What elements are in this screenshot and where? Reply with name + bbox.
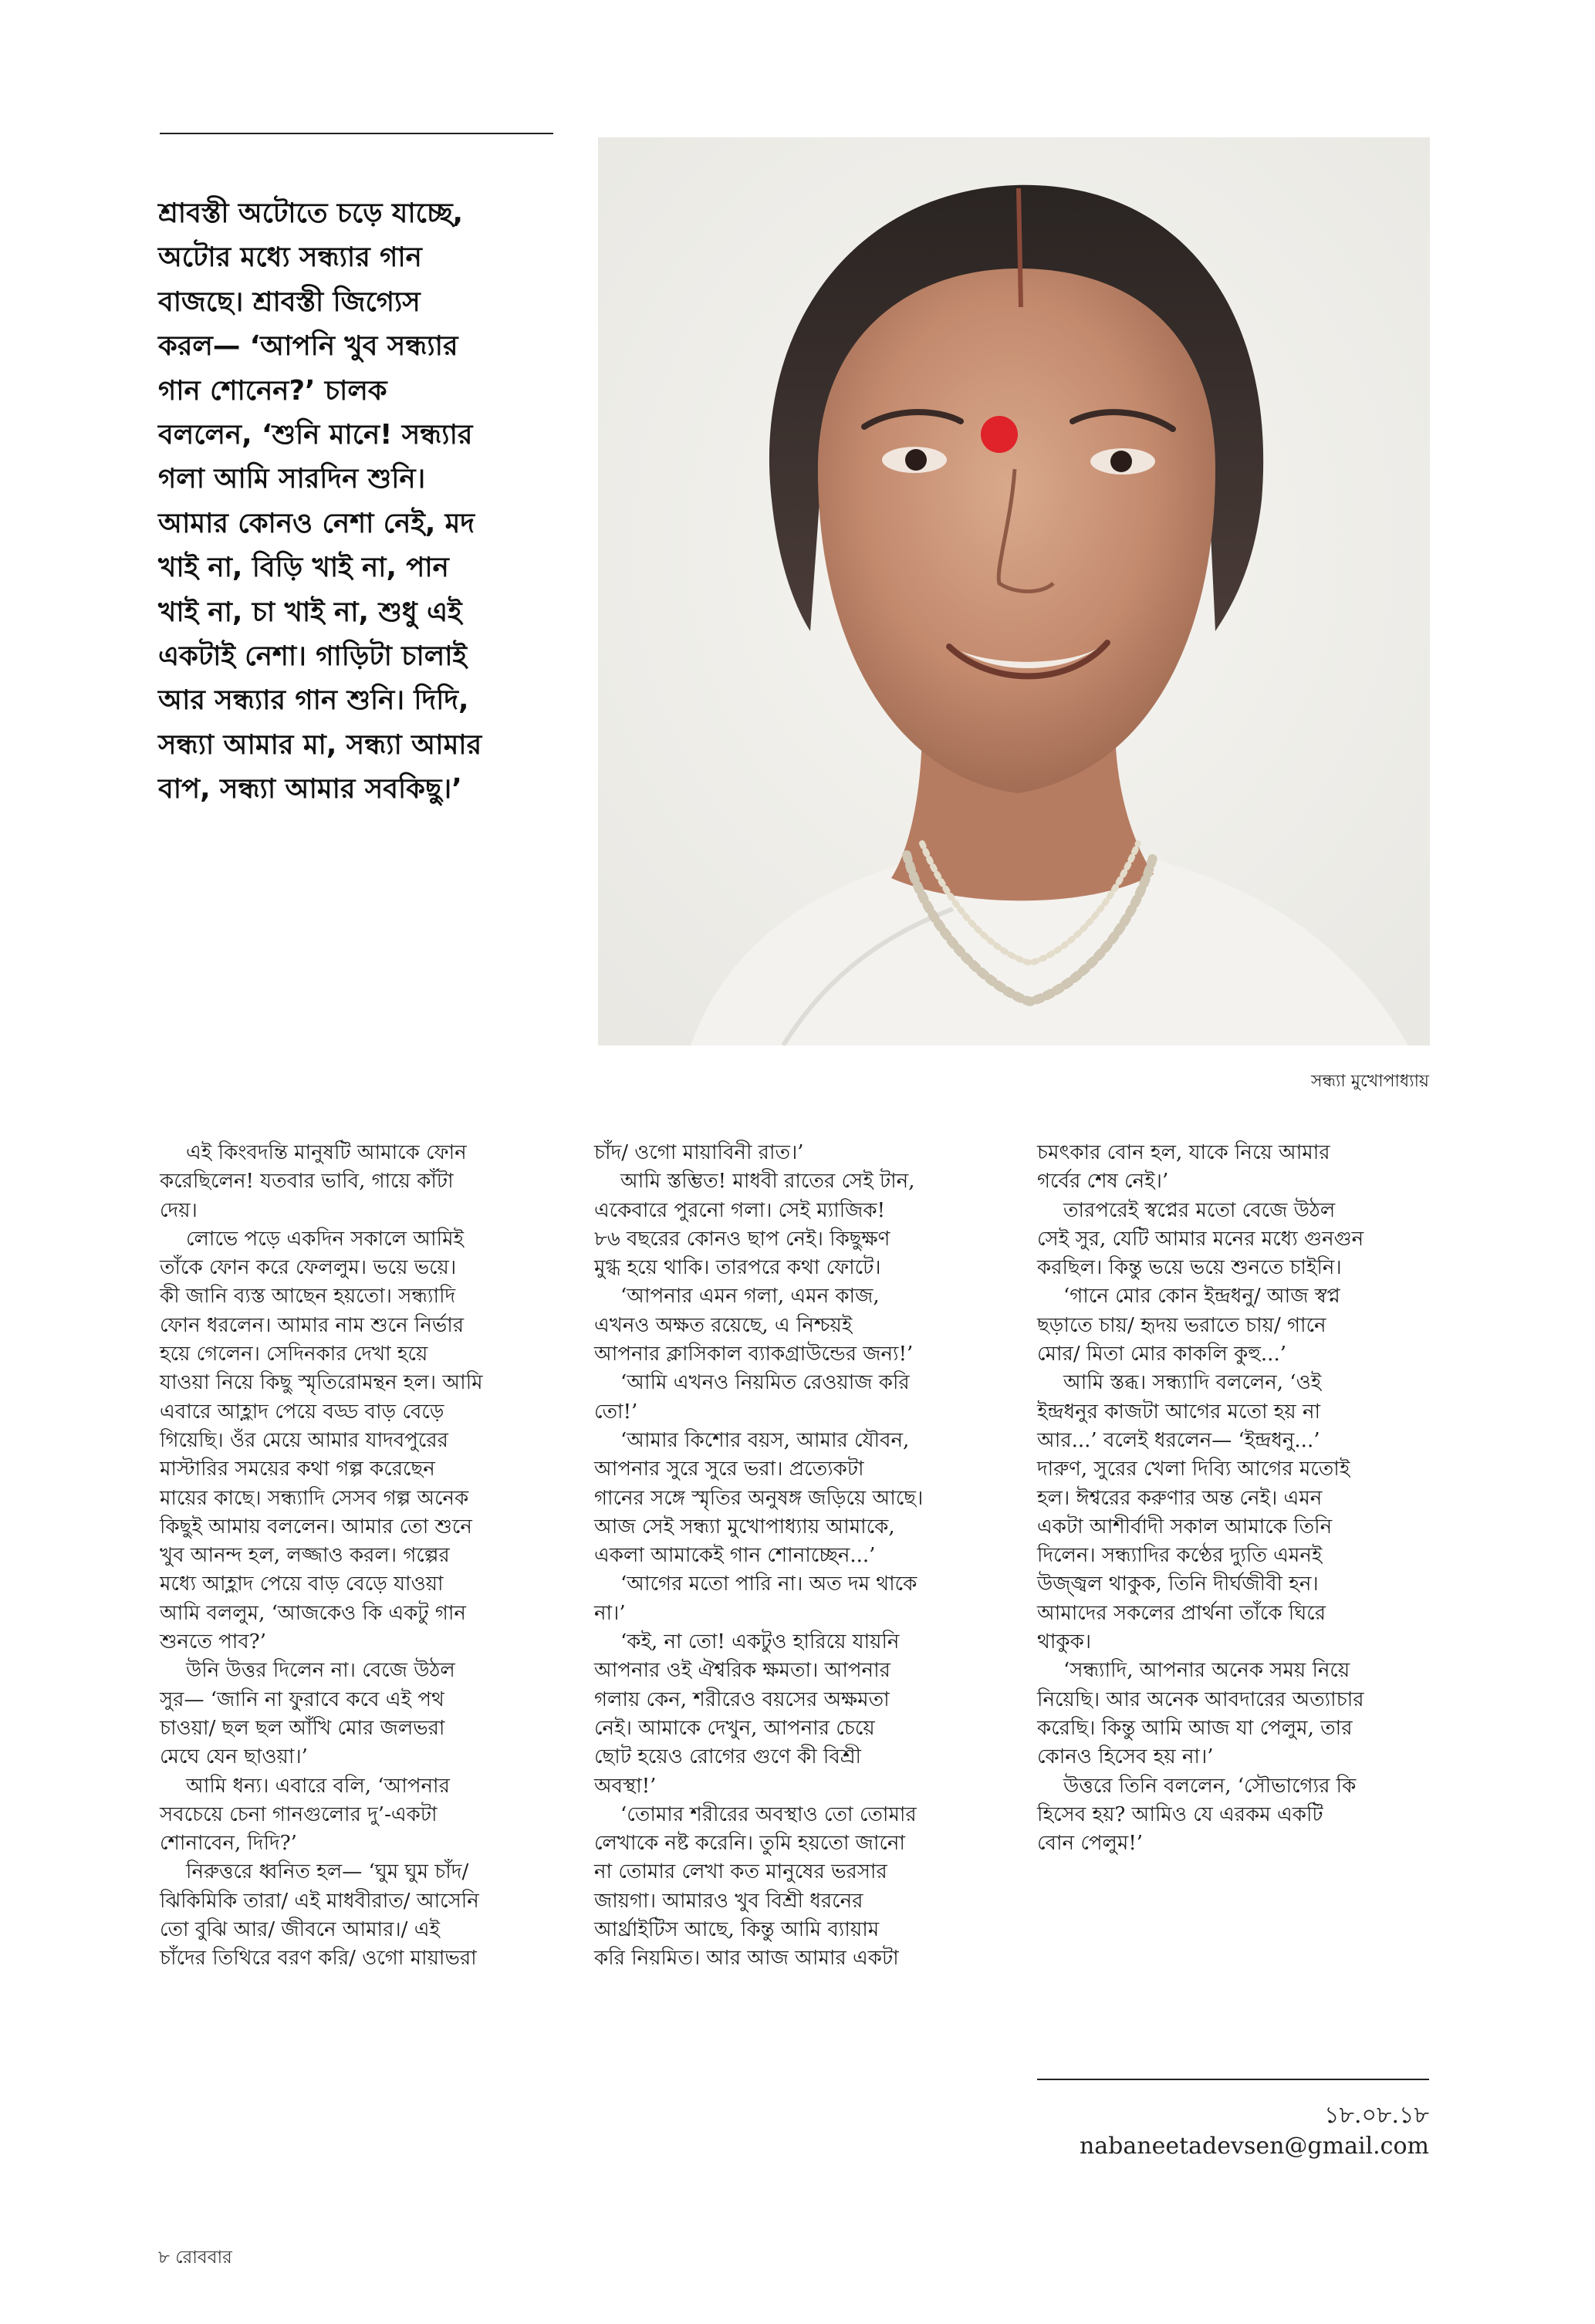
article-line: লোভে পড়ে একদিন সকালে আমিই [186,1227,465,1251]
pull-quote-line: গলা আমি সারদিন শুনি। [158,463,426,495]
article-line: আমি স্তম্ভিত! মাধবী রাতের সেই টান, [620,1170,915,1194]
portrait-photo [598,137,1430,1045]
article-line: ‘আপনার এমন গলা, এমন কাজ, [620,1285,880,1309]
article-line: তাঁকে ফোন করে ফেললুম। ভয়ে ভয়ে। [160,1256,457,1280]
pull-quote-line: সন্ধ্যা আমার মা, সন্ধ্যা আমার [158,728,482,761]
pull-quote-line: আমার কোনও নেশা নেই, মদ [158,507,475,539]
article-line: ‘তোমার শরীরের অবস্থাও তো তোমার [620,1802,917,1826]
article-line: মেঘে যেন ছাওয়া।’ [160,1745,308,1769]
article-line: হয়ে গেলেন। সেদিনকার দেখা হয়ে [160,1343,428,1366]
article-line: ‘কই, না তো! একটুও হারিয়ে যায়নি [620,1630,900,1654]
article-line: না।’ [594,1601,626,1625]
article-line: দেয়। [160,1198,198,1222]
article-line: হল। ঈশ্বরের করুণার অন্ত নেই। এমন [1037,1486,1323,1510]
article-line: মধ্যে আহ্লাদ পেয়ে বাড় বেড়ে যাওয়া [160,1572,444,1596]
article-line: উনি উত্তর দিলেন না। বেজে উঠল [186,1659,455,1683]
article-column-3 [1037,1139,1364,1858]
article-line: সবচেয়ে চেনা গানগুলোর দু’-একটা [160,1802,438,1826]
article-line: তো বুঝি আর/ জীবনে আমার।/ এই [160,1918,440,1942]
article-line: ‘আমি এখনও নিয়মিত রেওয়াজ করি [620,1371,910,1395]
article-line: আর্থ্রাইটিস আছে, কিন্তু আমি ব্যায়াম [594,1918,880,1942]
article-line: ‘সন্ধ্যাদি, আপনার অনেক সময় নিয়ে [1063,1659,1350,1683]
article-line: মায়ের কাছে। সন্ধ্যাদি সেসব গল্প অনেক [160,1486,469,1510]
article-line: চাওয়া/ ছল ছল আঁখি মোর জলভরা [160,1716,445,1740]
article-line: খুব আনন্দ হল, লজ্জাও করল। গল্পের [160,1544,450,1568]
author-email: nabaneetadevsen@gmail.com [1079,2133,1429,2160]
article-line: আপনার সুরে সুরে ভরা। প্রত্যেকটা [594,1458,864,1481]
article-line: ছড়াতে চায়/ হৃদয় ভরাতে চায়/ গানে [1037,1313,1326,1337]
article-line: ছোট হয়েও রোগের গুণে কী বিশ্রী [594,1745,861,1769]
pull-quote-line: গান শোনেন?’ চালক [158,374,387,407]
article-line: কোনও হিসেব হয় না।’ [1037,1745,1214,1769]
article-line: উজ্জ্বল থাকুক, তিনি দীর্ঘজীবী হন। [1037,1572,1319,1596]
article-line: ‘গানে মোর কোন ইন্দ্রধনু/ আজ স্বপ্ন [1063,1285,1340,1309]
article-line: নিরুত্তরে ধ্বনিত হল— ‘ঘুম ঘুম চাঁদ/ [186,1860,469,1884]
article-line: অবস্থা!’ [594,1774,657,1798]
article-line: আপনার ক্লাসিকাল ব্যাকগ্রাউন্ডের জন্য!’ [594,1343,914,1366]
pull-quote [158,191,556,812]
article-line: মুগ্ধ হয়ে থাকি। তারপরে কথা ফোটে। [594,1256,881,1280]
article-line: গর্বের শেষ নেই।’ [1037,1170,1169,1194]
article-column-2 [594,1139,923,1974]
article-line: ফোন ধরলেন। আমার নাম শুনে নির্ভার [160,1313,465,1337]
pull-quote-line: করল— ‘আপনি খুব সন্ধ্যার [158,330,458,363]
article-line: মোর/ মিতা মোর কাকলি কুহু...’ [1037,1343,1286,1366]
pull-quote-line: একটাই নেশা। গাড়িটা চালাই [158,640,467,673]
article-line: বোন পেলুম!’ [1037,1832,1144,1856]
top-rule [160,133,553,134]
pull-quote-line: খাই না, বিড়ি খাই না, পান [158,552,449,584]
article-line: চাঁদ/ ওগো মায়াবিনী রাত।’ [594,1141,804,1164]
article-line: কিছুই আমায় বললেন। আমার তো শুনে [160,1515,472,1539]
article-line: তারপরেই স্বপ্নের মতো বেজে উঠল [1063,1198,1336,1222]
article-line: নিয়েছি। আর অনেক আবদারের অত্যাচার [1037,1687,1364,1711]
article-line: ইন্দ্রধনুর কাজটা আগের মতো হয় না [1037,1400,1321,1424]
article-line: দিলেন। সন্ধ্যাদির কণ্ঠের দ্যুতি এমনই [1037,1544,1323,1568]
article-line: থাকুক। [1037,1630,1092,1654]
pull-quote-line: বাজছে। শ্রাবস্তী জিগ্যেস [158,285,421,318]
article-line: আমাদের সকলের প্রার্থনা তাঁকে ঘিরে [1037,1601,1326,1625]
article-line: গলায় কেন, শরীরেও বয়সের অক্ষমতা [594,1687,890,1711]
pull-quote-line: আর সন্ধ্যার গান শুনি। দিদি, [158,684,469,717]
article-line: একটা আশীর্বাদী সকাল আমাকে তিনি [1037,1515,1333,1539]
article-line: কী জানি ব্যস্ত আছেন হয়তো। সন্ধ্যাদি [160,1285,456,1309]
article-line: চাঁদের তিথিরে বরণ করি/ ওগো মায়াভরা [160,1947,477,1971]
article-line: ‘আমার কিশোর বয়স, আমার যৌবন, [620,1428,910,1452]
signoff-rule [1037,2079,1429,2080]
article-line: আর...’ বলেই ধরলেন— ‘ইন্দ্রধনু...’ [1037,1428,1320,1452]
article-line: লেখাকে নষ্ট করেনি। তুমি হয়তো জানো [594,1832,905,1856]
article-line: নেই। আমাকে দেখুন, আপনার চেয়ে [594,1716,875,1740]
article-line: করছিল। কিন্তু ভয়ে ভয়ে শুনতে চাইনি। [1037,1256,1342,1280]
article-line: তো!’ [594,1400,638,1424]
article-line: হিসেব হয়? আমিও যে এরকম একটি [1037,1802,1323,1826]
photo-caption: সন্ধ্যা মুখোপাধ্যায় [1311,1072,1429,1091]
article-line: আমি ধন্য। এবারে বলি, ‘আপনার [186,1774,450,1798]
article-line: করি নিয়মিত। আর আজ আমার একটা [594,1947,899,1971]
article-line: শোনাবেন, দিদি?’ [160,1832,297,1856]
pull-quote-line: বললেন, ‘শুনি মানে! সন্ধ্যার [158,419,473,451]
article-line: গিয়েছি। ওঁর মেয়ে আমার যাদবপুরের [160,1428,448,1452]
article-line: আমি স্তব্ধ। সন্ধ্যাদি বললেন, ‘ওই [1063,1371,1322,1395]
article-line: শুনতে পাব?’ [160,1630,266,1654]
article-line: গানের সঙ্গে স্মৃতির অনুষঙ্গ জড়িয়ে আছে। [594,1486,924,1510]
article-line: চমৎকার বোন হল, যাকে নিয়ে আমার [1037,1141,1330,1164]
article-line: মাস্টারির সময়ের কথা গল্প করেছেন [160,1458,435,1481]
pull-quote-line: শ্রাবস্তী অটোতে চড়ে যাচ্ছে, [158,198,464,229]
article-line: এখনও অক্ষত রয়েছে, এ নিশ্চয়ই [594,1313,853,1337]
article-line: আপনার ওই ঐশ্বরিক ক্ষমতা। আপনার [594,1659,890,1683]
article-line: ‘আগের মতো পারি না। অত দম থাকে [620,1572,917,1596]
article-date: ১৮.০৮.১৮ [1324,2102,1429,2129]
article-line: যাওয়া নিয়ে কিছু স্মৃতিরোমন্থন হল। আমি [160,1371,483,1395]
article-line: ঝিকিমিকি তারা/ এই মাধবীরাত/ আসেনি [160,1889,479,1913]
article-line: সেই সুর, যেটি আমার মনের মধ্যে গুনগুন [1037,1227,1364,1251]
pull-quote-line: অটোর মধ্যে সন্ধ্যার গান [158,242,422,274]
article-line: করেছিলেন! যতবার ভাবি, গায়ে কাঁটা [160,1170,454,1194]
article-line: এবারে আহ্লাদ পেয়ে বড্ড বাড় বেড়ে [160,1400,444,1424]
article-line: একলা আমাকেই গান শোনাচ্ছেন...’ [594,1544,876,1568]
pull-quote-line: বাপ, সন্ধ্যা আমার সবকিছু।’ [158,773,462,806]
article-line: না তোমার লেখা কত মানুষের ভরসার [594,1860,887,1884]
article-line: আমি বললুম, ‘আজকেও কি একটু গান [160,1601,466,1625]
pull-quote-line: খাই না, চা খাই না, শুধু এই [158,596,462,628]
article-line: উত্তরে তিনি বললেন, ‘সৌভাগ্যের কি [1063,1774,1357,1798]
article-line: করেছি। কিন্তু আমি আজ যা পেলুম, তার [1037,1716,1353,1740]
article-line: একেবারে পুরনো গলা। সেই ম্যাজিক! [594,1198,886,1222]
article-line: আজ সেই সন্ধ্যা মুখোপাধ্যায় আমাকে, [594,1515,895,1539]
article-line: জায়গা। আমারও খুব বিশ্রী ধরনের [594,1889,863,1913]
article-column-1 [160,1139,483,1974]
article-line: দারুণ, সুরের খেলা দিব্যি আগের মতোই [1037,1458,1350,1481]
article-line: এই কিংবদন্তি মানুষটি আমাকে ফোন [186,1141,467,1164]
article-line: সুর— ‘জানি না ফুরাবে কবে এই পথ [160,1687,444,1711]
page-folio: ৮ রোববার [158,2248,232,2268]
article-line: ৮৬ বছরের কোনও ছাপ নেই। কিছুক্ষণ [594,1227,890,1251]
